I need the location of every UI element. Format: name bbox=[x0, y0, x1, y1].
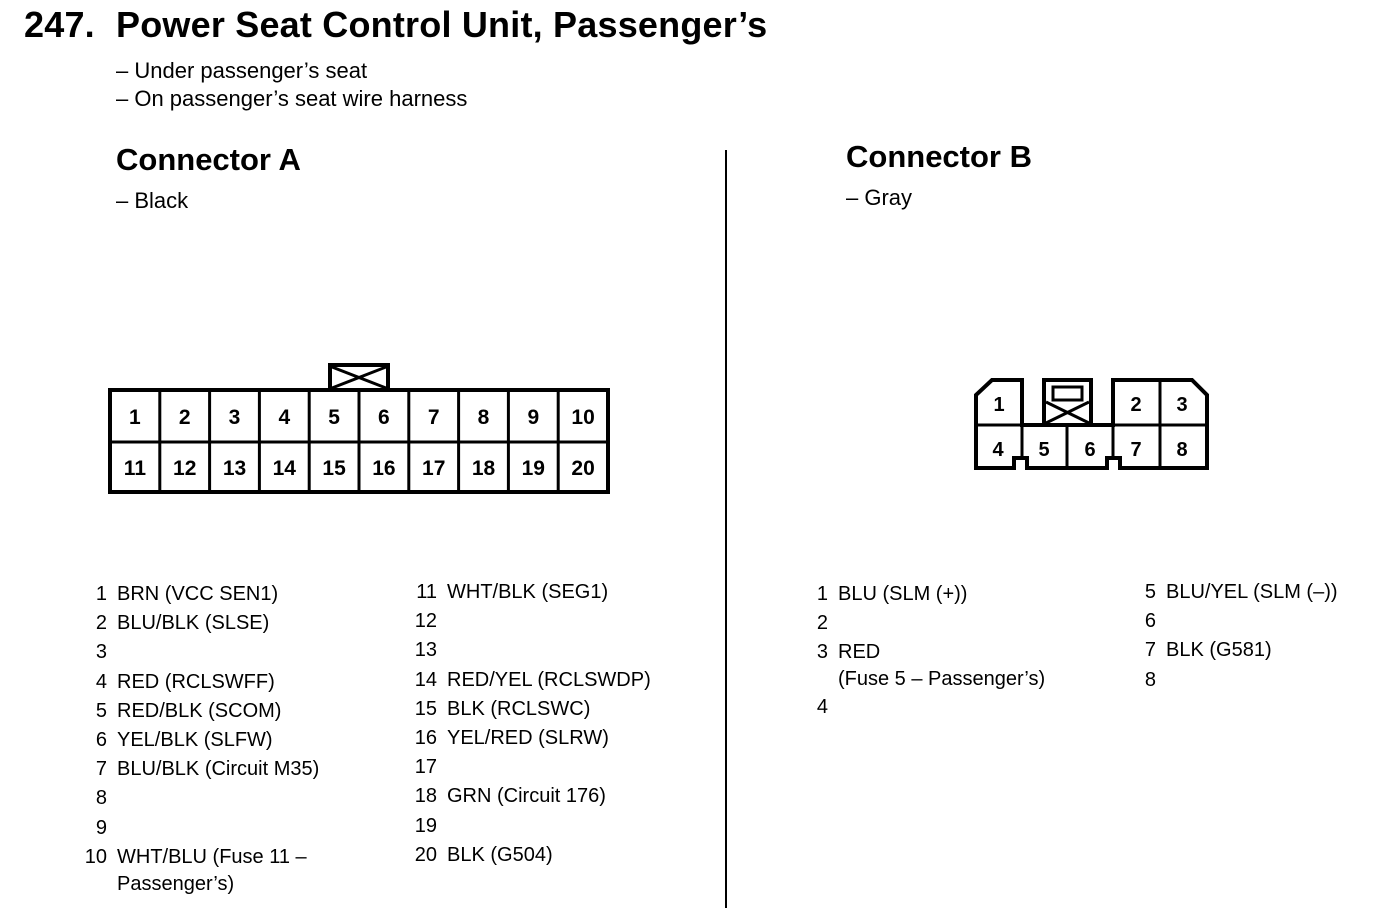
pin-wire-description: BLK (RCLSWC) bbox=[447, 697, 591, 720]
pin-number: 6 bbox=[95, 729, 107, 752]
connector-b-pin-label: 2 bbox=[1130, 394, 1142, 416]
pin-number: 14 bbox=[414, 668, 437, 691]
pin-row bbox=[408, 578, 651, 607]
connector-b-pin-label: 3 bbox=[1176, 394, 1188, 416]
pin-row bbox=[808, 693, 1045, 722]
connector-a-pin-label: 18 bbox=[471, 457, 496, 480]
connector-b-title: Connector B bbox=[846, 139, 1032, 174]
pin-row bbox=[1136, 666, 1338, 695]
connector-a-pin-label: 4 bbox=[278, 406, 291, 429]
pin-row bbox=[1136, 578, 1338, 607]
pin-number: 5 bbox=[1144, 581, 1156, 603]
pin-row bbox=[408, 666, 651, 695]
connector-b-pin-label: 7 bbox=[1130, 439, 1142, 461]
pin-wire-description: RED/YEL (RCLSWDP) bbox=[447, 668, 651, 691]
pin-row bbox=[82, 609, 319, 638]
pin-number: 9 bbox=[95, 816, 107, 839]
pin-number: 3 bbox=[95, 641, 107, 664]
connector-b-pin-list-right bbox=[1136, 578, 1338, 695]
connector-a-pin-label: 2 bbox=[178, 406, 191, 429]
pin-row bbox=[408, 753, 651, 782]
pin-row bbox=[82, 755, 319, 784]
pin-wire-description: WHT/BLU (Fuse 11 – Passenger’s) bbox=[117, 845, 307, 895]
pin-number: 13 bbox=[414, 639, 437, 662]
pin-row bbox=[408, 607, 651, 636]
pin-number: 3 bbox=[816, 641, 828, 664]
component-title: Power Seat Control Unit, Passenger’s bbox=[116, 4, 768, 45]
pin-wire-description: BLU/BLK (SLSE) bbox=[117, 612, 270, 635]
connector-a-pin-label: 11 bbox=[123, 457, 147, 480]
pin-row bbox=[408, 724, 651, 753]
pin-number: 19 bbox=[414, 814, 437, 837]
connector-a-pin-label: 17 bbox=[422, 457, 446, 480]
pin-wire-description: RED (RCLSWFF) bbox=[117, 670, 275, 693]
component-number: 247. bbox=[24, 4, 95, 45]
connector-a-pin-label: 15 bbox=[322, 457, 346, 480]
pin-row bbox=[1136, 607, 1338, 636]
pin-row bbox=[408, 695, 651, 724]
pin-wire-description: BLU/BLK (Circuit M35) bbox=[117, 758, 320, 781]
pin-number: 11 bbox=[416, 581, 437, 603]
pin-wire-description: BLK (G504) bbox=[447, 843, 553, 866]
pin-number: 8 bbox=[95, 787, 107, 810]
pin-wire-description: WHT/BLK (SEG1) bbox=[447, 581, 609, 603]
pin-wire-description: BLK (G581) bbox=[1166, 639, 1272, 662]
pin-number: 1 bbox=[816, 583, 828, 605]
connector-a-color: – Black bbox=[116, 188, 189, 213]
pin-number: 7 bbox=[1144, 639, 1156, 662]
pin-row bbox=[82, 726, 319, 755]
connector-a-pin-label: 5 bbox=[328, 406, 340, 429]
pin-row bbox=[1136, 636, 1338, 665]
pin-number: 18 bbox=[414, 785, 437, 808]
pin-number: 4 bbox=[95, 670, 107, 693]
connector-a-title: Connector A bbox=[116, 142, 301, 177]
connector-a-pin-label: 16 bbox=[372, 457, 396, 480]
connector-a-pin-label: 8 bbox=[477, 406, 490, 429]
pin-row bbox=[82, 668, 319, 697]
connector-a-pin-label: 10 bbox=[571, 406, 595, 429]
pin-row bbox=[408, 812, 651, 841]
connector-a-pin-label: 19 bbox=[521, 457, 545, 480]
pin-wire-description: BLU/YEL (SLM (–)) bbox=[1166, 581, 1338, 603]
connector-b-pin-list-left bbox=[808, 580, 1045, 723]
pin-row bbox=[82, 814, 319, 843]
pin-wire-description: RED/BLK (SCOM) bbox=[117, 699, 282, 722]
connector-a-pin-list-left bbox=[82, 580, 319, 898]
pin-row bbox=[408, 841, 651, 870]
connector-a-pin-label: 1 bbox=[129, 406, 141, 429]
connector-b-pin-label: 6 bbox=[1084, 439, 1096, 461]
location-line-2: – On passenger’s seat wire harness bbox=[116, 86, 468, 111]
connector-b-pin-label: 4 bbox=[992, 439, 1004, 461]
connector-a-pin-label: 7 bbox=[427, 406, 440, 429]
connector-b-pin-label: 5 bbox=[1038, 439, 1050, 461]
pin-row bbox=[82, 580, 319, 609]
connector-a-pin-label: 13 bbox=[222, 457, 247, 480]
connector-b-pin-label: 1 bbox=[993, 394, 1005, 416]
pin-number: 5 bbox=[95, 699, 107, 722]
connector-b-pin-label: 8 bbox=[1176, 439, 1188, 461]
pin-number: 20 bbox=[414, 843, 437, 866]
pin-number: 12 bbox=[414, 610, 437, 633]
connector-b-color: – Gray bbox=[846, 185, 913, 210]
pin-wire-description: BLU (SLM (+)) bbox=[838, 583, 968, 605]
pin-number: 16 bbox=[414, 727, 437, 750]
pin-number: 8 bbox=[1144, 668, 1156, 691]
pin-number: 2 bbox=[816, 612, 828, 635]
pin-number: 4 bbox=[816, 696, 828, 719]
pin-number: 1 bbox=[95, 583, 107, 605]
pin-row bbox=[82, 697, 319, 726]
pin-number: 10 bbox=[84, 845, 107, 868]
connector-a-pin-label: 20 bbox=[571, 457, 595, 480]
pin-row bbox=[808, 638, 1045, 693]
connector-a-pin-label: 14 bbox=[272, 457, 296, 480]
pin-row bbox=[82, 638, 319, 667]
connector-b-latch bbox=[1044, 380, 1091, 425]
pin-wire-description: GRN (Circuit 176) bbox=[447, 785, 606, 808]
pin-wire-description: BRN (VCC SEN1) bbox=[117, 583, 279, 605]
pin-number: 7 bbox=[95, 758, 107, 781]
pin-row bbox=[408, 782, 651, 811]
pin-row bbox=[808, 580, 1045, 609]
connector-a-pin-label: 12 bbox=[173, 457, 197, 480]
pin-row bbox=[408, 636, 651, 665]
connector-a-pin-label: 9 bbox=[527, 406, 540, 429]
pin-number: 2 bbox=[95, 612, 107, 635]
location-line-1: – Under passenger’s seat bbox=[116, 58, 368, 83]
pin-wire-description: YEL/RED (SLRW) bbox=[447, 727, 609, 750]
pin-wire-description: RED (Fuse 5 – Passenger’s) bbox=[838, 641, 1046, 691]
pin-number: 17 bbox=[414, 756, 437, 779]
connector-a-pin-label: 3 bbox=[228, 406, 241, 429]
pin-row bbox=[82, 784, 319, 813]
pin-row bbox=[808, 609, 1045, 638]
connector-a-pin-list-right bbox=[408, 578, 651, 870]
pin-number: 6 bbox=[1144, 610, 1156, 633]
connector-a-pin-label: 6 bbox=[378, 406, 390, 429]
pin-row bbox=[82, 843, 319, 898]
pin-number: 15 bbox=[414, 697, 437, 720]
pin-wire-description: YEL/BLK (SLFW) bbox=[117, 729, 273, 752]
